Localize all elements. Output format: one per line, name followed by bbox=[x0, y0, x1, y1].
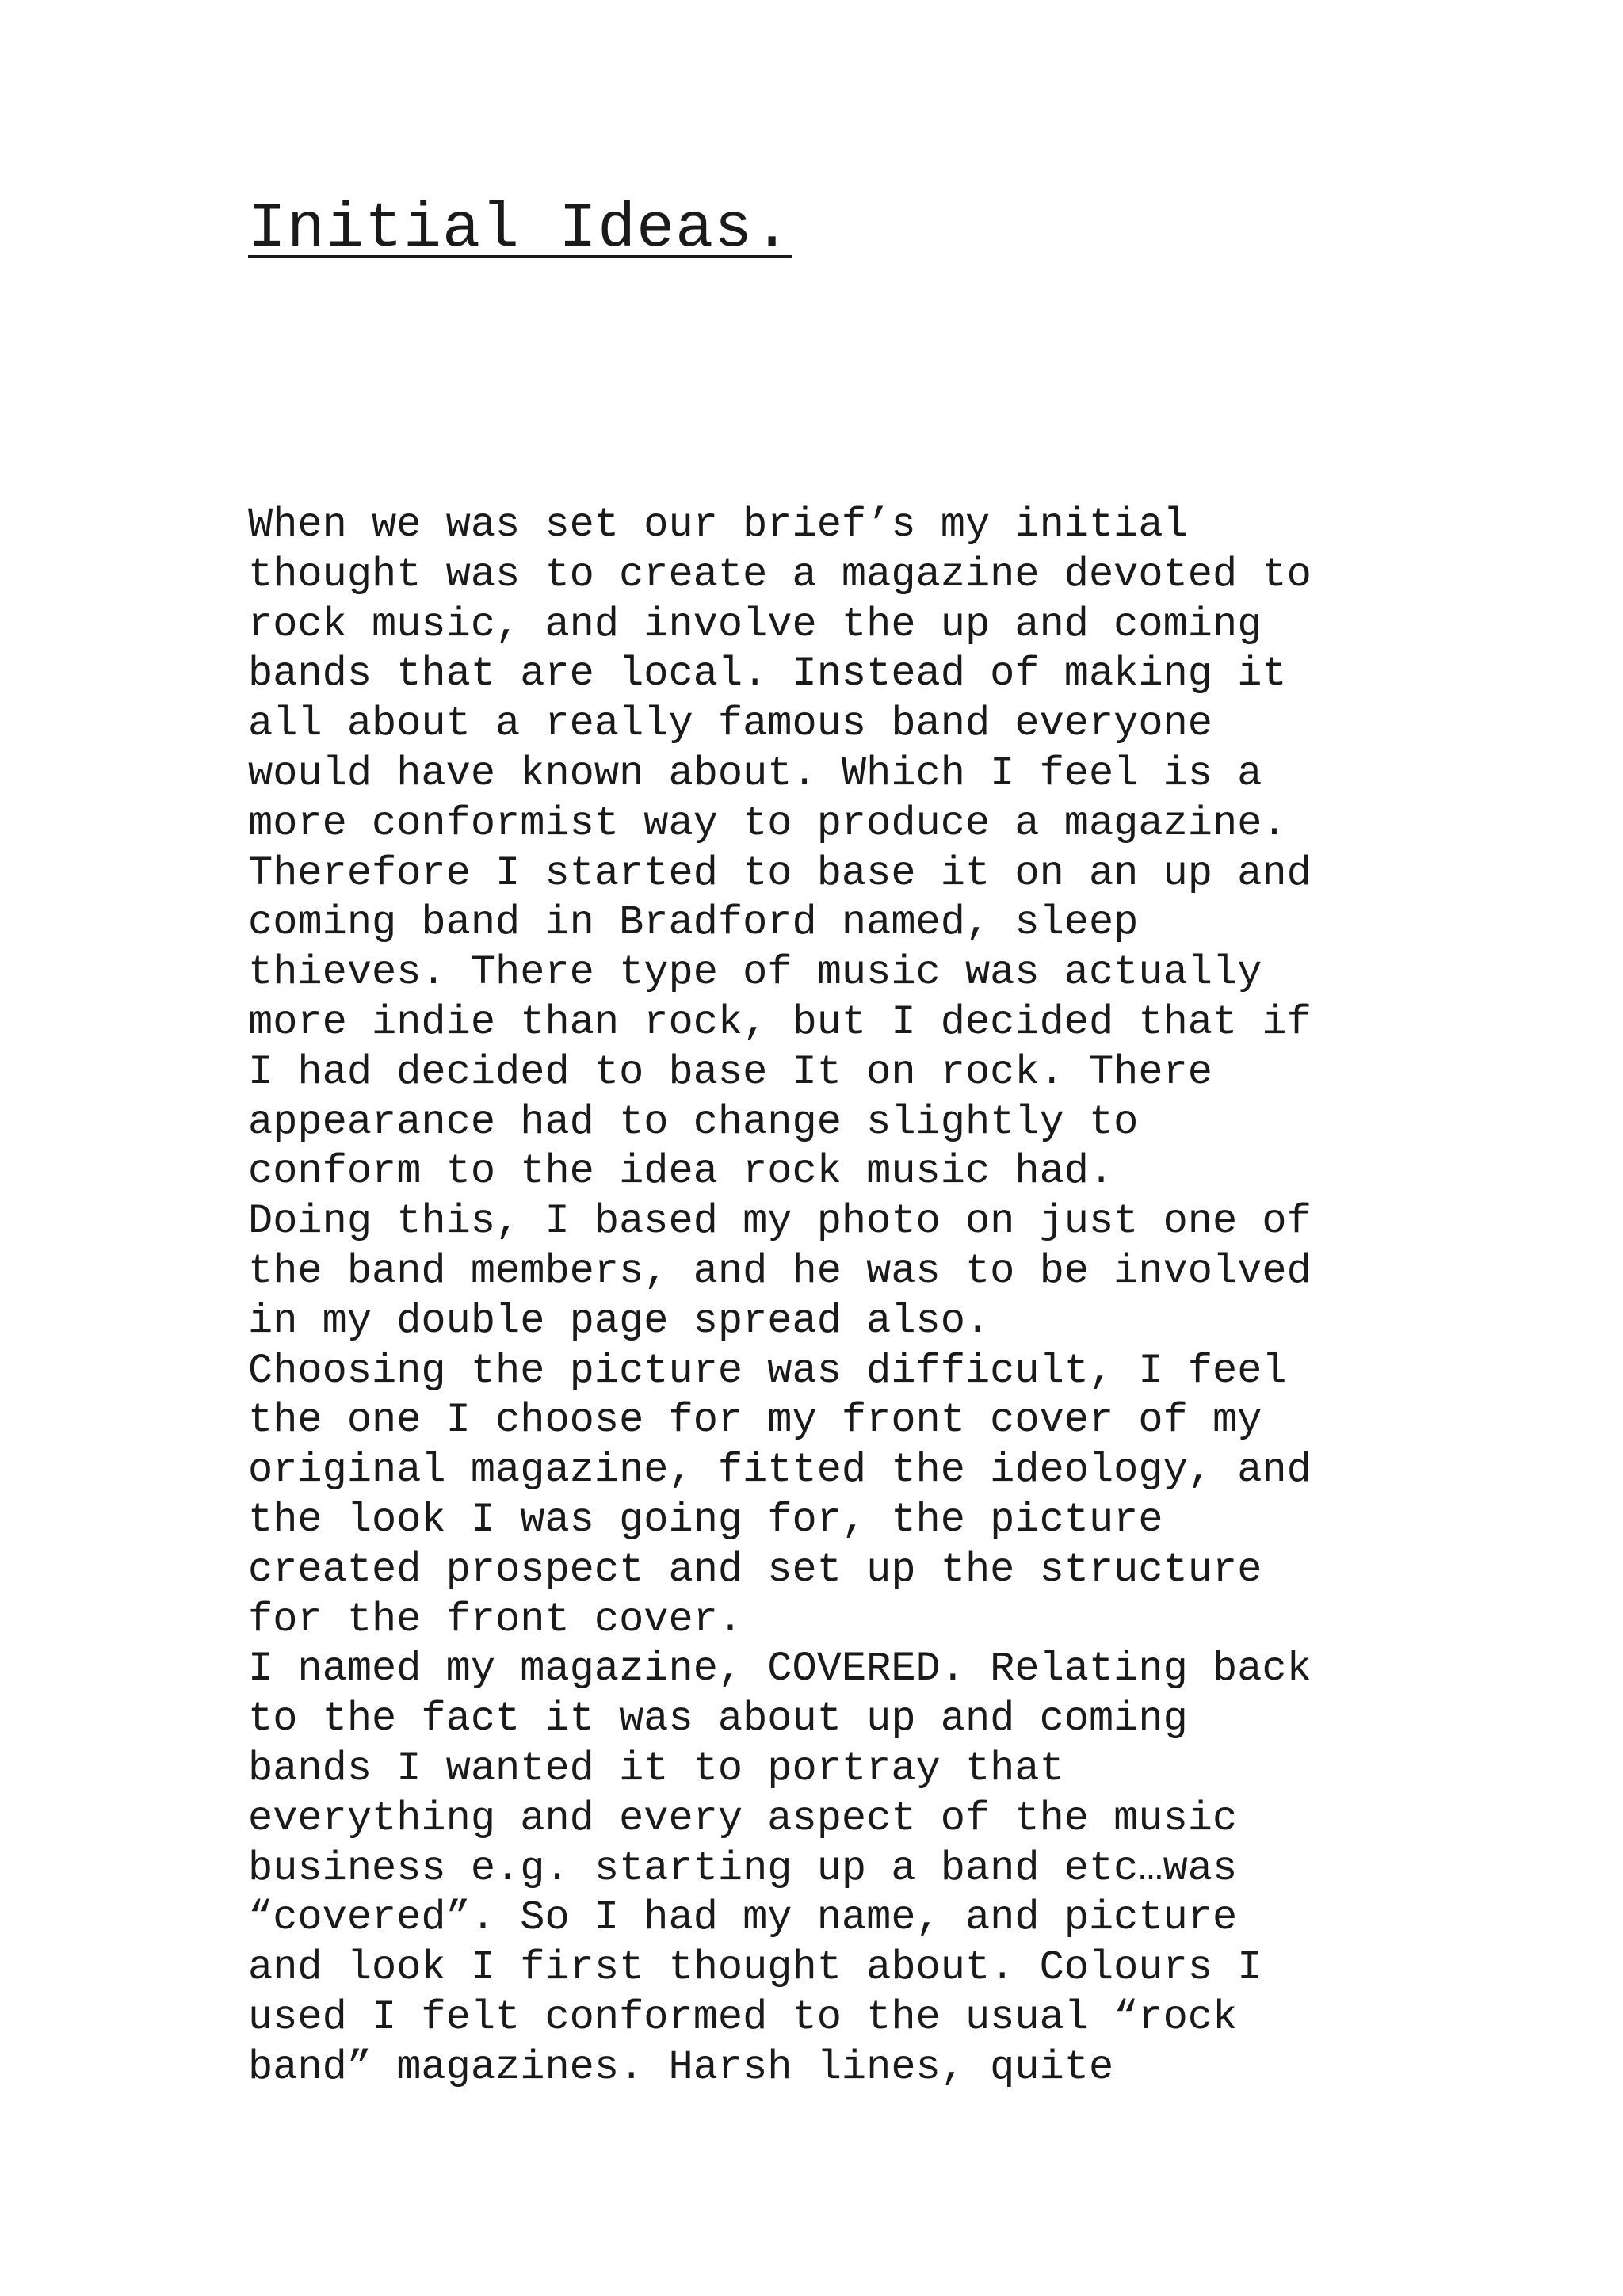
body-line: used I felt conformed to the usual “rock bbox=[248, 1993, 1238, 2041]
body-line: appearance had to change slightly to bbox=[248, 1098, 1139, 1146]
body-line: and look I first thought about. Colours I bbox=[248, 1944, 1262, 1992]
body-line: business e.g. starting up a band etc…was bbox=[248, 1844, 1238, 1892]
body-line: original magazine, fitted the ideology, and bbox=[248, 1447, 1312, 1494]
body-line: bands that are local. Instead of making it bbox=[248, 650, 1287, 698]
body-line: thieves. There type of music was actually bbox=[248, 949, 1262, 997]
body-line: band” magazines. Harsh lines, quite bbox=[248, 2043, 1114, 2091]
body-line: When we was set our brief’s my initial bbox=[248, 502, 1188, 548]
body-line: the band members, and he was to be involved bbox=[248, 1247, 1312, 1295]
body-line: more indie than rock, but I decided that if bbox=[248, 998, 1312, 1046]
body-line: created prospect and set up the structure bbox=[248, 1546, 1262, 1593]
body-line: Doing this, I based my photo on just one of bbox=[248, 1198, 1312, 1245]
body-line: the one I choose for my front cover of my bbox=[248, 1397, 1262, 1444]
page-title: Initial Ideas. bbox=[248, 193, 792, 265]
body-line: everything and every aspect of the music bbox=[248, 1794, 1238, 1842]
body-line: all about a really famous band everyone bbox=[248, 700, 1212, 748]
body-line: I named my magazine, COVERED. Relating back bbox=[248, 1646, 1312, 1693]
body-line: conform to the idea rock music had. bbox=[248, 1148, 1114, 1196]
body-line: coming band in Bradford named, sleep bbox=[248, 899, 1139, 947]
body-line: in my double page spread also. bbox=[248, 1297, 991, 1344]
body-line: I had decided to base It on rock. There bbox=[248, 1048, 1212, 1096]
body-line: for the front cover. bbox=[248, 1596, 743, 1643]
body-line: “covered”. So I had my name, and picture bbox=[248, 1894, 1238, 1942]
body-line: thought was to create a magazine devoted to bbox=[248, 551, 1312, 598]
body-line: Therefore I started to base it on an up and bbox=[248, 849, 1312, 897]
body-line: Choosing the picture was difficult, I feel bbox=[248, 1347, 1287, 1394]
body-line: to the fact it was about up and coming bbox=[248, 1695, 1188, 1743]
body-line: rock music, and involve the up and coming bbox=[248, 601, 1262, 648]
body-line: more conformist way to produce a magazine. bbox=[248, 799, 1287, 847]
body-text bbox=[248, 501, 1437, 2093]
body-line: bands I wanted it to portray that bbox=[248, 1745, 1064, 1792]
body-line: the look I was going for, the picture bbox=[248, 1496, 1163, 1543]
body-line: would have known about. Which I feel is a bbox=[248, 749, 1262, 797]
